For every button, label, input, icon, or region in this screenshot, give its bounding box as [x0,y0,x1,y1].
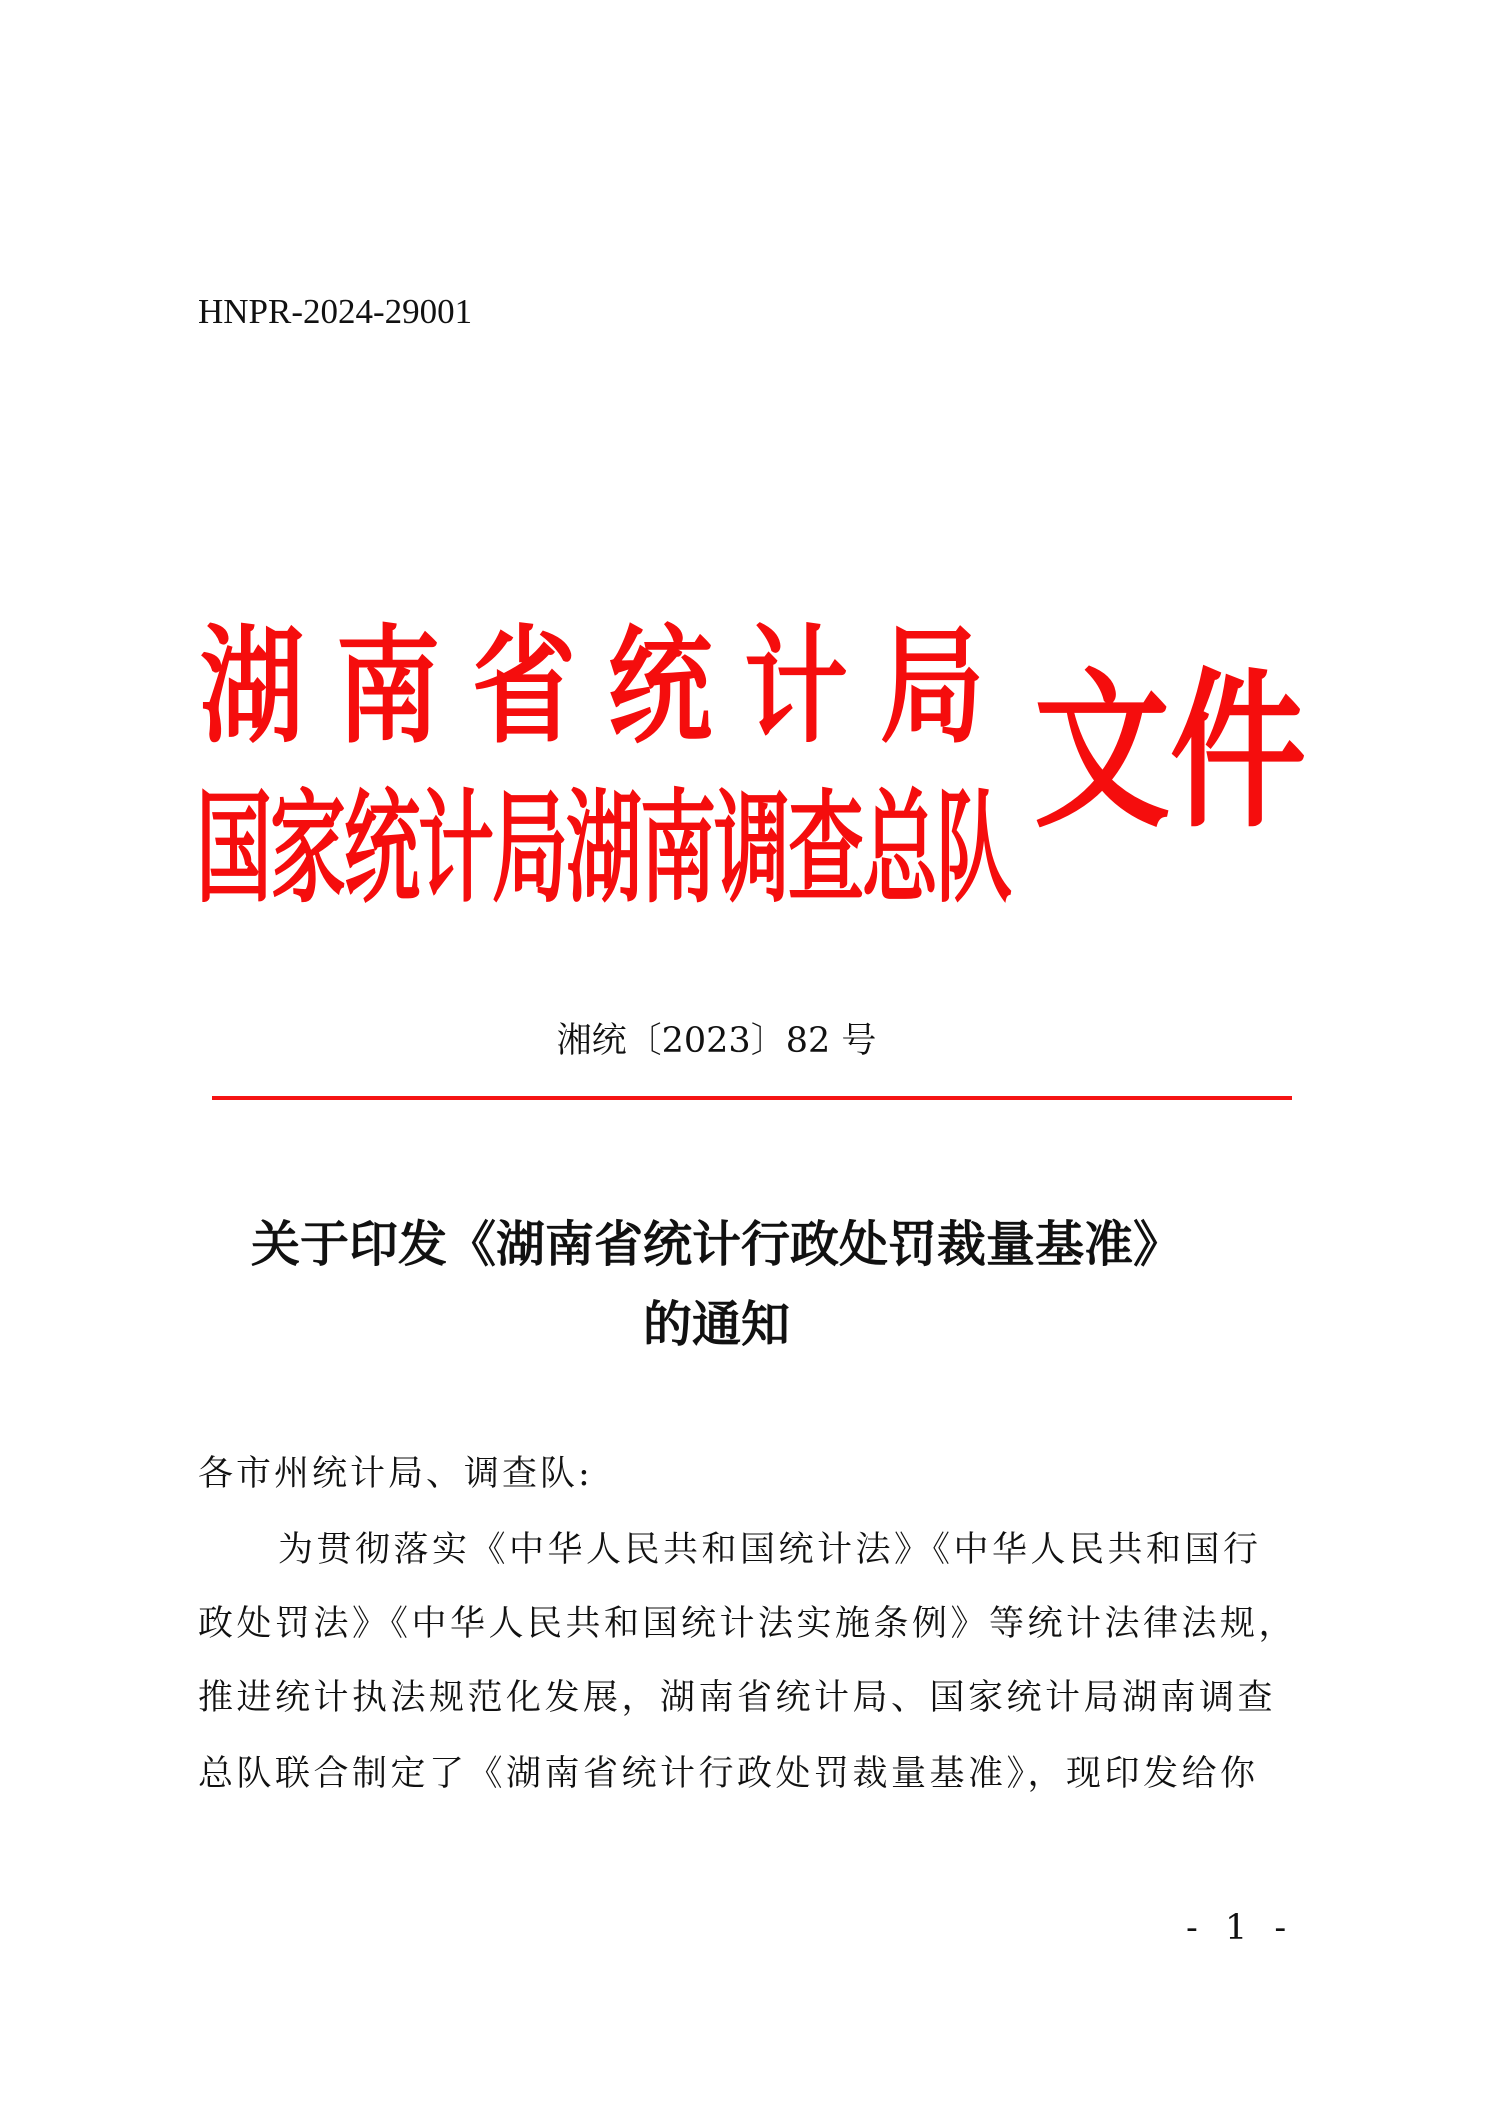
document-number: 湘统〔2023〕82 号 [556,1021,877,1061]
body-paragraph-line: 总队联合制定了《湖南省统计行政处罚裁量基准》，现印发给你 [198,1754,1259,1794]
notice-title-line-1: 关于印发《湖南省统计行政处罚裁量基准》 [250,1215,1182,1273]
notice-title-line-2: 的通知 [642,1295,790,1353]
page-number: - 1 - [1186,1908,1295,1948]
document-type-label: 文件 [1034,654,1306,852]
issuer-name-1: 湖南省统计局 [200,612,1017,761]
issuer-name-2: 国家统计局湖南调查总队 [196,776,1010,920]
body-paragraph-line: 推进统计执法规范化发展，湖南省统计局、国家统计局湖南调查 [198,1678,1277,1718]
salutation: 各市州统计局、调查队: [198,1454,593,1494]
document-id: HNPR-2024-29001 [198,292,473,331]
body-paragraph-line: 政处罚法》《中华人民共和国统计法实施条例》等统计法律法规， [198,1604,1298,1644]
body-paragraph-line: 为贯彻落实《中华人民共和国统计法》《中华人民共和国行 [278,1530,1262,1570]
red-divider-line [212,1096,1292,1100]
